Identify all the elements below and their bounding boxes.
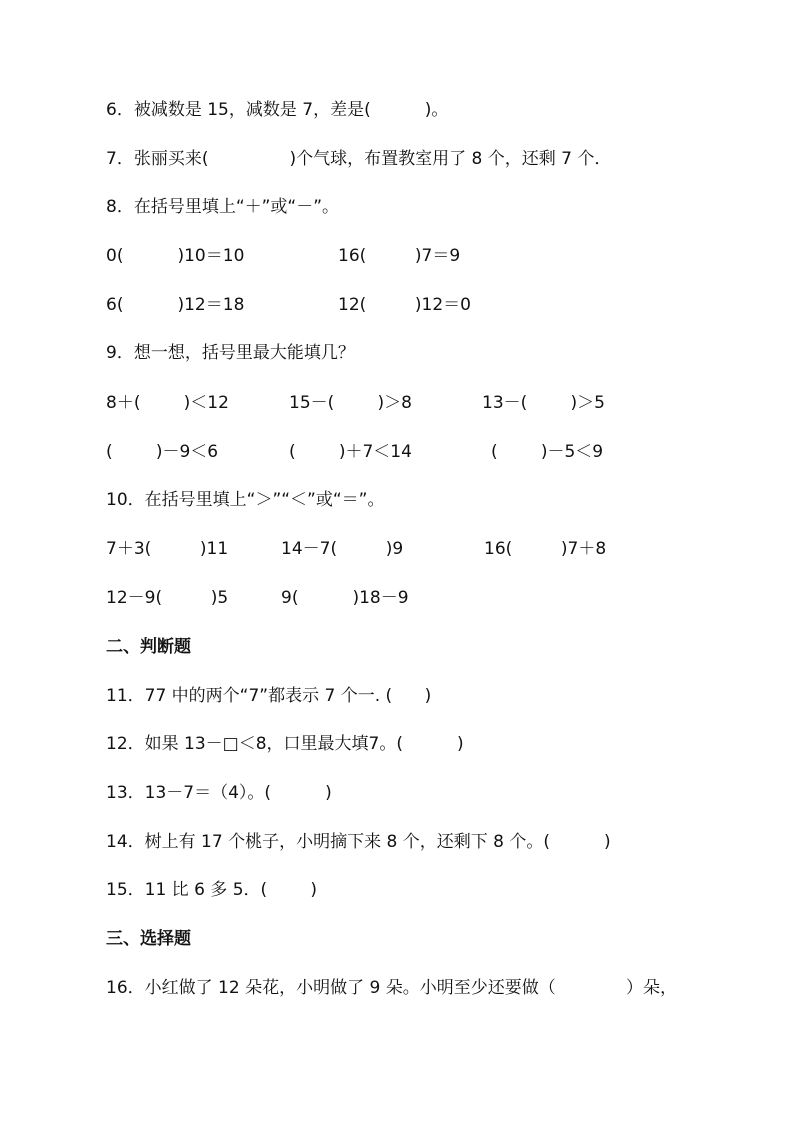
question-13: 13．13－7＝（4）。( ) xyxy=(106,783,332,803)
question-9-title: 9．想一想，括号里最大能填几？ xyxy=(106,343,355,363)
q9-item-3: 13－( )＞5 xyxy=(482,393,605,413)
q9-item-6: ( )－5＜9 xyxy=(491,442,604,462)
q9-item-2: 15－( )＞8 xyxy=(289,393,412,413)
q9-item-5: ( )＋7＜14 xyxy=(289,442,412,462)
question-14: 14．树上有 17 个桃子，小明摘下来 8 个，还剩下 8 个。( ) xyxy=(106,832,611,852)
question-11: 11．77 中的两个“7”都表示 7 个一. ( ) xyxy=(106,686,432,706)
q10-item-3: 16( )7＋8 xyxy=(484,539,607,559)
q10-item-4: 12－9( )5 xyxy=(106,588,229,608)
question-15: 15．11 比 6 多 5．( ) xyxy=(106,880,318,900)
q8-item-3: 6( )12＝18 xyxy=(106,295,245,315)
q10-item-5: 9( )18－9 xyxy=(281,588,409,608)
q8-item-4: 12( )12＝0 xyxy=(338,295,471,315)
q9-item-1: 8＋( )＜12 xyxy=(106,393,229,413)
question-16: 16．小红做了 12 朵花，小明做了 9 朵。小明至少还要做（ ）朵， xyxy=(106,978,677,998)
q10-item-2: 14－7( )9 xyxy=(281,539,404,559)
q8-item-2: 16( )7＝9 xyxy=(338,246,461,266)
question-8-title: 8．在括号里填上“＋”或“－”。 xyxy=(106,197,340,217)
q10-item-1: 7＋3( )11 xyxy=(106,539,229,559)
question-10-title: 10．在括号里填上“＞”“＜”或“＝”。 xyxy=(106,490,385,510)
q8-item-1: 0( )10＝10 xyxy=(106,246,245,266)
section-heading-true-false: 二、判断题 xyxy=(106,637,191,657)
q9-item-4: ( )－9＜6 xyxy=(106,442,219,462)
question-6: 6．被减数是 15，减数是 7，差是( )。 xyxy=(106,100,449,120)
section-heading-multiple-choice: 三、选择题 xyxy=(106,929,191,949)
question-12: 12．如果 13－□＜8，口里最大填7。( ) xyxy=(106,734,464,754)
question-7: 7．张丽买来( )个气球，布置教室用了 8 个，还剩 7 个． xyxy=(106,149,612,169)
